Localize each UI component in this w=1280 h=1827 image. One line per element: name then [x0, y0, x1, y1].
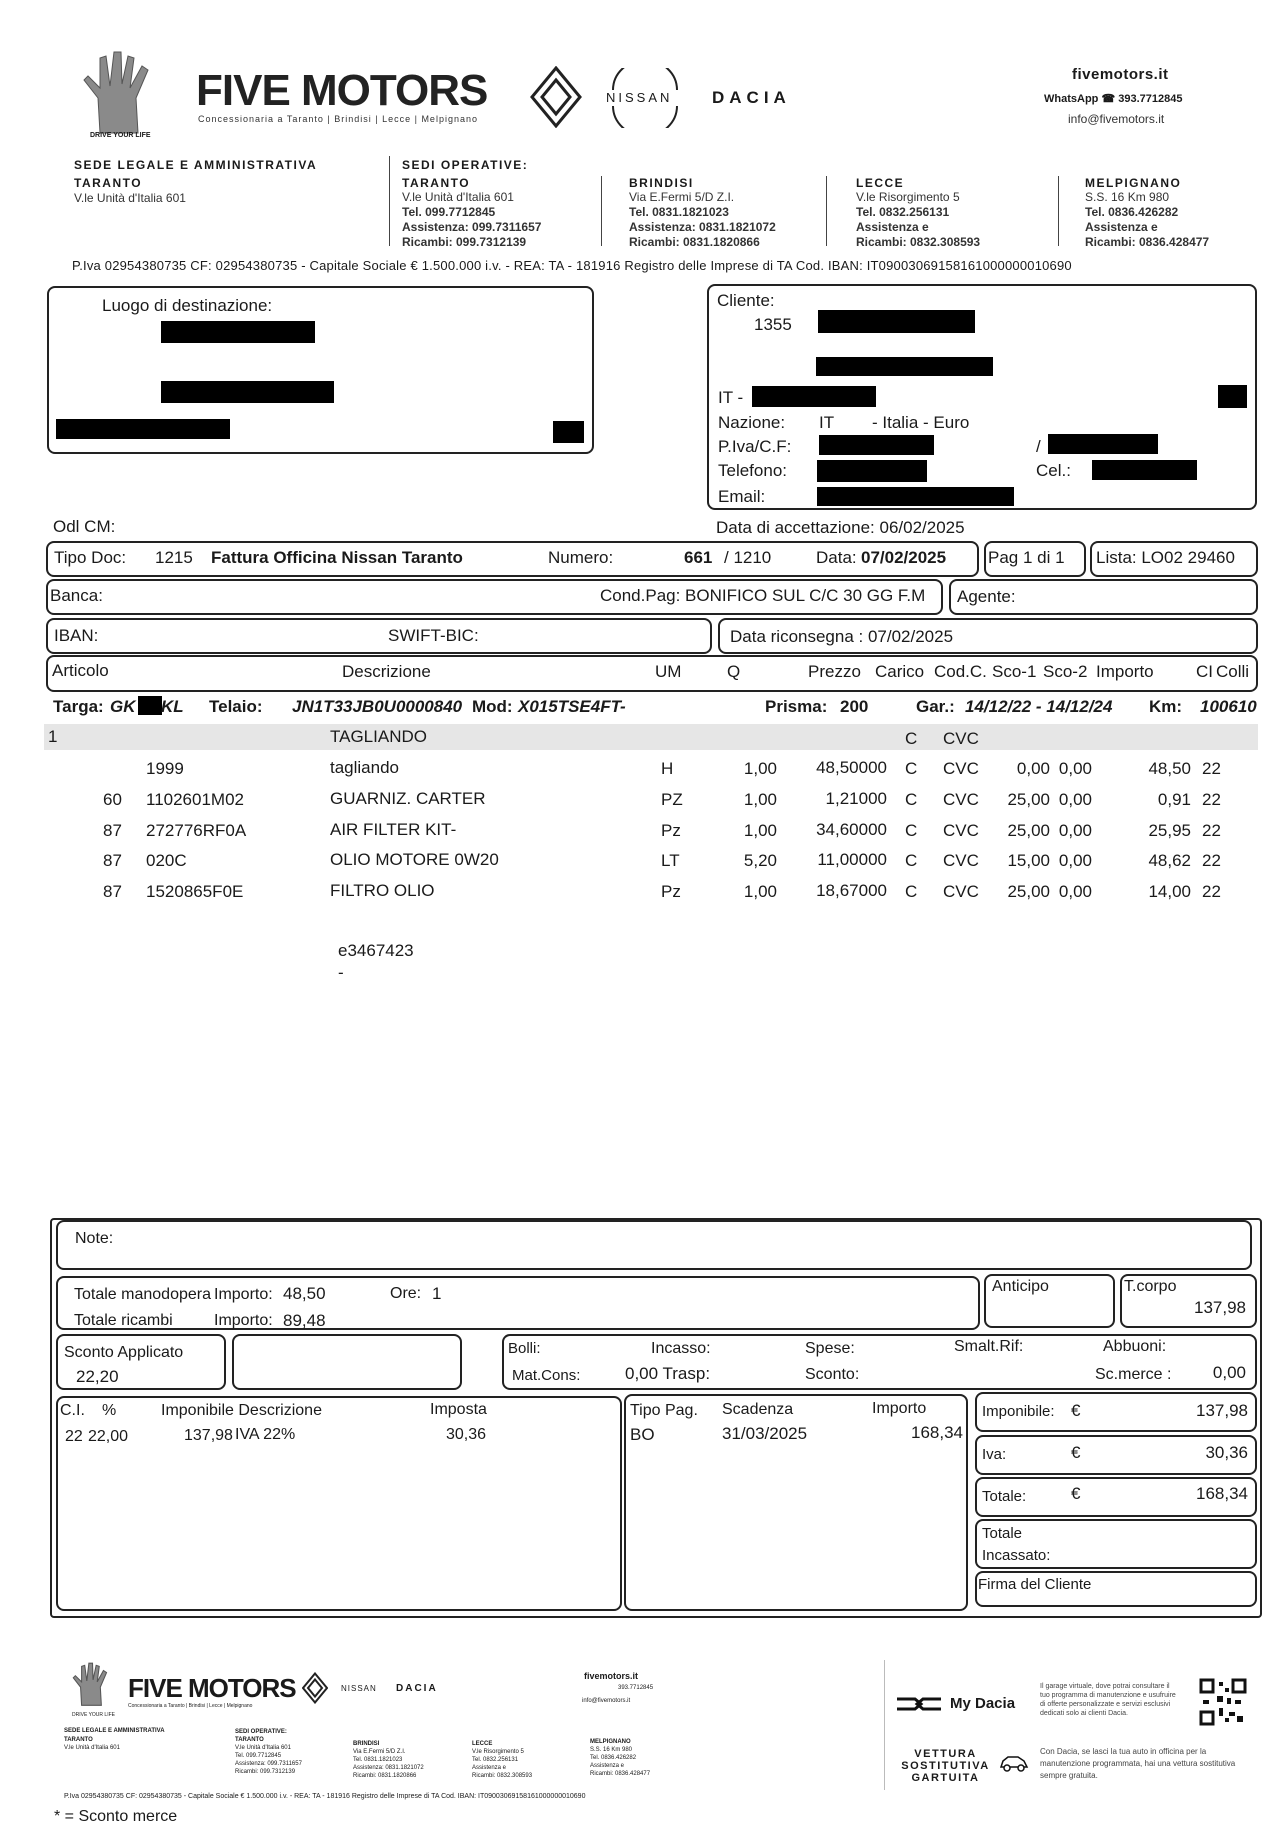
vettura-text: Con Dacia, se lasci la tua auto in officina per la manutenzione programmata, hai una vettura sostitutiva sempre gratuita.	[1040, 1747, 1236, 1780]
redacted	[161, 381, 334, 403]
tipo-doc-code: 1215	[155, 548, 193, 567]
group-row	[44, 724, 1258, 750]
footer-branches: SEDI OPERATIVE: TARANTO V.le Unità d'Italia 601 Tel. 099.7712845 Assistenza: 099.7311657 Ricambi: 099.7312139	[235, 1729, 302, 1775]
footer-sede-title: SEDE LEGALE E AMMINISTRATIVA	[64, 1728, 165, 1734]
odl-label: Odl CM:	[53, 517, 116, 536]
redacted	[553, 421, 584, 443]
manodopera-value: 48,50	[283, 1284, 326, 1303]
incassato-l2: Incassato:	[982, 1547, 1051, 1564]
col-ci: CI	[1196, 662, 1213, 681]
group-carico: C	[905, 729, 918, 748]
whatsapp-line	[1044, 92, 1182, 105]
km-value: 100610	[1200, 697, 1257, 716]
divider	[389, 156, 390, 246]
group-num: 1	[48, 727, 58, 746]
footer-email: info@fivemotors.it	[582, 1698, 631, 1704]
col-prezzo: Prezzo	[808, 662, 861, 681]
cel-label: Cel.:	[1036, 461, 1071, 480]
targa-label: Targa:	[53, 697, 104, 716]
scmerce-value: 0,00	[1212, 1363, 1246, 1382]
redacted	[816, 357, 993, 376]
scmerce-label: Sc.merce :	[1095, 1366, 1172, 1383]
brand-name: FIVE MOTORS	[196, 66, 488, 115]
pag-importo-value: 168,34	[911, 1423, 963, 1442]
sum-iva-value: 30,36	[1205, 1443, 1248, 1462]
banca-label: Banca:	[50, 586, 103, 605]
note-label: Note:	[75, 1230, 114, 1247]
iva-imponibile: 137,98	[184, 1427, 233, 1444]
manodopera-label: Totale manodopera	[74, 1286, 211, 1303]
ci-label: C.I.	[60, 1402, 85, 1419]
footer-sede-address: V.le Unità d'Italia 601	[64, 1745, 120, 1751]
col-colli: Colli	[1216, 662, 1250, 681]
legal-line: P.Iva 02954380735 CF: 02954380735 - Capitale Sociale € 1.500.000 i.v. - REA: TA - 181916 Registro delle Imprese di TA Cod. IBAN: IT09003069158161000000010690	[72, 258, 1072, 273]
piva-slash: /	[1036, 437, 1041, 456]
whatsapp-icon: ☎	[1101, 93, 1116, 105]
iva-imposta: 30,36	[446, 1426, 487, 1443]
manodopera-importo-label: Importo:	[214, 1286, 273, 1303]
whatsapp-number[interactable]: 393.7712845	[1118, 93, 1183, 105]
group-codc: CVC	[943, 729, 979, 748]
targa-b: KL	[161, 697, 184, 716]
mod-label: Mod:	[472, 697, 513, 716]
dacia-link-icon	[895, 1695, 943, 1713]
telaio-value: JN1T33JB0U0000840	[292, 697, 463, 716]
ricambi-importo-label: Importo:	[214, 1312, 273, 1329]
sum-iva-label: Iva:	[982, 1446, 1007, 1463]
nazione-code: IT	[819, 413, 835, 432]
ore-label: Ore:	[390, 1285, 422, 1302]
sconto-label: Sconto Applicato	[64, 1344, 184, 1361]
divider	[1058, 176, 1059, 246]
col-articolo: Articolo	[52, 661, 109, 680]
ref-dash: -	[338, 963, 344, 982]
targa-a: GK	[110, 697, 136, 716]
scadenza-value: 31/03/2025	[722, 1424, 808, 1443]
vettura-label: VETTURA SOSTITUTIVA GARTUITA	[901, 1748, 990, 1784]
footer-brand-name: FIVE MOTORS	[128, 1673, 296, 1703]
branch-melpignano: MELPIGNANO S.S. 16 Km 980 Tel. 0836.426282 Assistenza e Ricambi: 0836.428477	[1085, 176, 1210, 249]
iban-box	[46, 618, 712, 654]
brand-motto: DRIVE YOUR LIFE	[90, 132, 151, 139]
bolli-label: Bolli:	[508, 1340, 541, 1357]
ricambi-label: Totale ricambi	[74, 1312, 173, 1329]
footer-sede-city: TARANTO	[64, 1737, 93, 1743]
redacted	[752, 386, 876, 407]
tcorpo-label: T.corpo	[1124, 1278, 1177, 1295]
cliente-it: IT -	[718, 388, 744, 407]
redacted	[817, 460, 927, 482]
cliente-code: 1355	[754, 315, 792, 334]
iva-pct: 22,00	[88, 1428, 129, 1445]
tcorpo-value: 137,98	[1194, 1298, 1246, 1317]
footer-legal-line: P.Iva 02954380735 CF: 02954380735 - Capitale Sociale € 1.500.000 i.v. - REA: TA - 181916 Registro delle Imprese di TA Cod. IBAN: IT09003069158161000000010690	[64, 1793, 586, 1800]
iva-desc: IVA 22%	[235, 1426, 296, 1443]
col-sco1: Sco-1	[992, 662, 1037, 681]
footer-motto: DRIVE YOUR LIFE	[72, 1712, 115, 1718]
smalt-label: Smalt.Rif:	[954, 1338, 1024, 1355]
anticipo-label: Anticipo	[992, 1278, 1049, 1295]
renault-logo-icon	[530, 66, 582, 128]
numero-value: 661	[684, 548, 713, 567]
col-codc: Cod.C.	[934, 662, 987, 681]
footer-branch-brindisi: BRINDISI Via E.Fermi 5/D Z.I. Tel. 0831.1821023 Assistenza: 0831.1821072 Ricambi: 0831.1820866	[353, 1741, 424, 1779]
pagina: Pag 1 di 1	[988, 548, 1065, 567]
data-value: 07/02/2025	[861, 548, 947, 567]
website[interactable]: fivemotors.it	[1072, 66, 1169, 83]
sum-totale-euro: €	[1071, 1484, 1081, 1503]
sum-totale-value: 168,34	[1196, 1484, 1248, 1503]
telefono-label: Telefono:	[718, 461, 787, 480]
mod-value: X015TSE4FT-	[518, 697, 626, 716]
footer-nissan: NISSAN	[341, 1684, 377, 1693]
piva-label: P.Iva/C.F:	[718, 437, 792, 456]
redacted	[161, 321, 315, 343]
numero-suffix: / 1210	[724, 548, 772, 567]
pag-importo-label: Importo	[872, 1400, 927, 1417]
branch-taranto: TARANTO V.le Unità d'Italia 601 Tel. 099.7712845 Assistenza: 099.7311657 Ricambi: 099.7312139	[402, 176, 542, 249]
cliente-label: Cliente:	[717, 291, 775, 310]
col-importo: Importo	[1096, 662, 1154, 681]
data-label: Data:	[816, 548, 857, 567]
footer-whatsapp: 393.7712845	[618, 1685, 654, 1691]
whatsapp-label: WhatsApp	[1044, 93, 1099, 105]
tipo-doc-label: Tipo Doc:	[54, 548, 127, 567]
renault-logo-icon	[302, 1672, 328, 1704]
footer-branch-lecce: LECCE V.le Risorgimento 5 Tel. 0832.256131 Assistenza e Ricambi: 0832.308593	[472, 1741, 533, 1779]
redacted	[819, 435, 934, 455]
redacted	[1218, 385, 1247, 408]
tipo-pag-label: Tipo Pag.	[630, 1402, 698, 1419]
lista: Lista: LO02 29460	[1096, 548, 1235, 567]
brand-tagline: Concessionaria a Taranto | Brindisi | Lecce | Melpignano	[198, 114, 478, 124]
firma-label: Firma del Cliente	[978, 1576, 1092, 1593]
col-sco2: Sco-2	[1043, 662, 1088, 681]
swift-label: SWIFT-BIC:	[388, 626, 479, 645]
sconto-blank-box	[232, 1334, 462, 1390]
numero-label: Numero:	[548, 548, 614, 567]
col-q: Q	[727, 662, 741, 681]
sede-legale-city: TARANTO	[74, 176, 143, 190]
redacted	[1092, 460, 1197, 480]
destinazione-label: Luogo di destinazione:	[102, 296, 273, 315]
col-um: UM	[655, 662, 682, 681]
incasso-label: Incasso:	[651, 1340, 711, 1357]
divider	[601, 176, 602, 246]
gar-label: Gar.:	[916, 697, 955, 716]
qr-code-icon	[1199, 1678, 1247, 1726]
footer-dacia: DACIA	[396, 1683, 438, 1694]
cond-pag: Cond.Pag: BONIFICO SUL C/C 30 GG F.M	[600, 586, 926, 605]
footer-branch-melpignano: MELPIGNANO S.S. 16 Km 980 Tel. 0836.426282 Assistenza e Ricambi: 0836.428477	[590, 1739, 651, 1777]
nazione-label: Nazione:	[718, 413, 786, 432]
redacted	[818, 310, 975, 333]
sum-imponibile-label: Imponibile:	[982, 1403, 1055, 1420]
ore-value: 1	[432, 1284, 442, 1303]
tipo-pag-value: BO	[630, 1425, 655, 1444]
gar-value: 14/12/22 - 14/12/24	[965, 697, 1113, 716]
scadenza-label: Scadenza	[722, 1401, 794, 1418]
tipo-doc-name: Fattura Officina Nissan Taranto	[211, 548, 463, 567]
prisma-value: 200	[840, 697, 869, 716]
ricambi-value: 89,48	[283, 1311, 326, 1330]
abbuoni-label: Abbuoni:	[1103, 1338, 1167, 1355]
sconto-merce-legend: * = Sconto merce	[54, 1808, 178, 1825]
data-riconsegna: Data riconsegna : 07/02/2025	[730, 627, 954, 646]
divider	[826, 176, 827, 246]
sedi-operative-title: SEDI OPERATIVE:	[402, 158, 529, 172]
car-icon	[998, 1752, 1030, 1774]
footer-divider	[884, 1660, 885, 1790]
imposta-label: Imposta	[430, 1401, 487, 1418]
trasp-label: 0,00 Trasp:	[625, 1364, 711, 1383]
redacted	[56, 419, 230, 439]
redacted	[1048, 434, 1158, 454]
data-accettazione: Data di accettazione: 06/02/2025	[716, 518, 965, 537]
incassato-l1: Totale	[982, 1525, 1023, 1542]
branch-lecce: LECCE V.le Risorgimento 5 Tel. 0832.256131 Assistenza e Ricambi: 0832.308593	[856, 176, 981, 249]
sum-imponibile-value: 137,98	[1196, 1401, 1248, 1420]
prisma-label: Prisma:	[765, 697, 828, 716]
iva-ci: 22	[65, 1428, 83, 1445]
spese-label: Spese:	[805, 1340, 855, 1357]
col-descrizione: Descrizione	[342, 662, 431, 681]
iva-box	[56, 1396, 622, 1611]
email-contact[interactable]: info@fivemotors.it	[1068, 112, 1165, 126]
pct-label: %	[102, 1402, 117, 1419]
footer-brand-tagline: Concessionaria a Taranto | Brindisi | Lecce | Melpignano	[128, 1703, 253, 1709]
matcons-label: Mat.Cons:	[512, 1367, 581, 1384]
sede-legale-address: V.le Unità d'Italia 601	[74, 191, 186, 205]
hand-logo-icon	[70, 48, 170, 136]
redacted	[817, 487, 1014, 506]
group-desc: TAGLIANDO	[330, 727, 427, 746]
sum-iva-euro: €	[1071, 1443, 1081, 1462]
mydacia-title: My Dacia	[950, 1695, 1016, 1712]
sconto-value: 22,20	[76, 1367, 119, 1386]
sum-totale-label: Totale:	[982, 1488, 1027, 1505]
note-box	[56, 1220, 1252, 1270]
ref-code: e3467423	[338, 941, 414, 960]
hand-logo-icon	[66, 1660, 118, 1708]
sede-legale-title: SEDE LEGALE E AMMINISTRATIVA	[74, 158, 318, 172]
dacia-wordmark: DACIA	[712, 88, 791, 107]
email-label: Email:	[718, 487, 766, 506]
telaio-label: Telaio:	[209, 697, 263, 716]
agente-label: Agente:	[957, 587, 1016, 606]
iban-label: IBAN:	[54, 626, 99, 645]
km-label: Km:	[1149, 697, 1183, 716]
sconto2-label: Sconto:	[805, 1366, 860, 1383]
nazione-value: - Italia - Euro	[872, 413, 970, 432]
col-carico: Carico	[875, 662, 925, 681]
redacted	[138, 696, 162, 715]
imponibile-desc-label: Imponibile Descrizione	[161, 1402, 322, 1419]
nissan-wordmark: NISSAN	[606, 90, 673, 105]
sum-imponibile-euro: €	[1071, 1401, 1081, 1420]
mydacia-text: Il garage virtuale, dove potrai consultare il tuo programma di manutenzione e usufruire di offerte personalizzate e servizi esclusivi dedicati solo ai clienti Dacia.	[1040, 1683, 1176, 1717]
branch-brindisi: BRINDISI Via E.Fermi 5/D Z.I. Tel. 0831.1821023 Assistenza: 0831.1821072 Ricambi: 0831.1820866	[629, 176, 776, 249]
footer-website: fivemotors.it	[584, 1671, 639, 1681]
